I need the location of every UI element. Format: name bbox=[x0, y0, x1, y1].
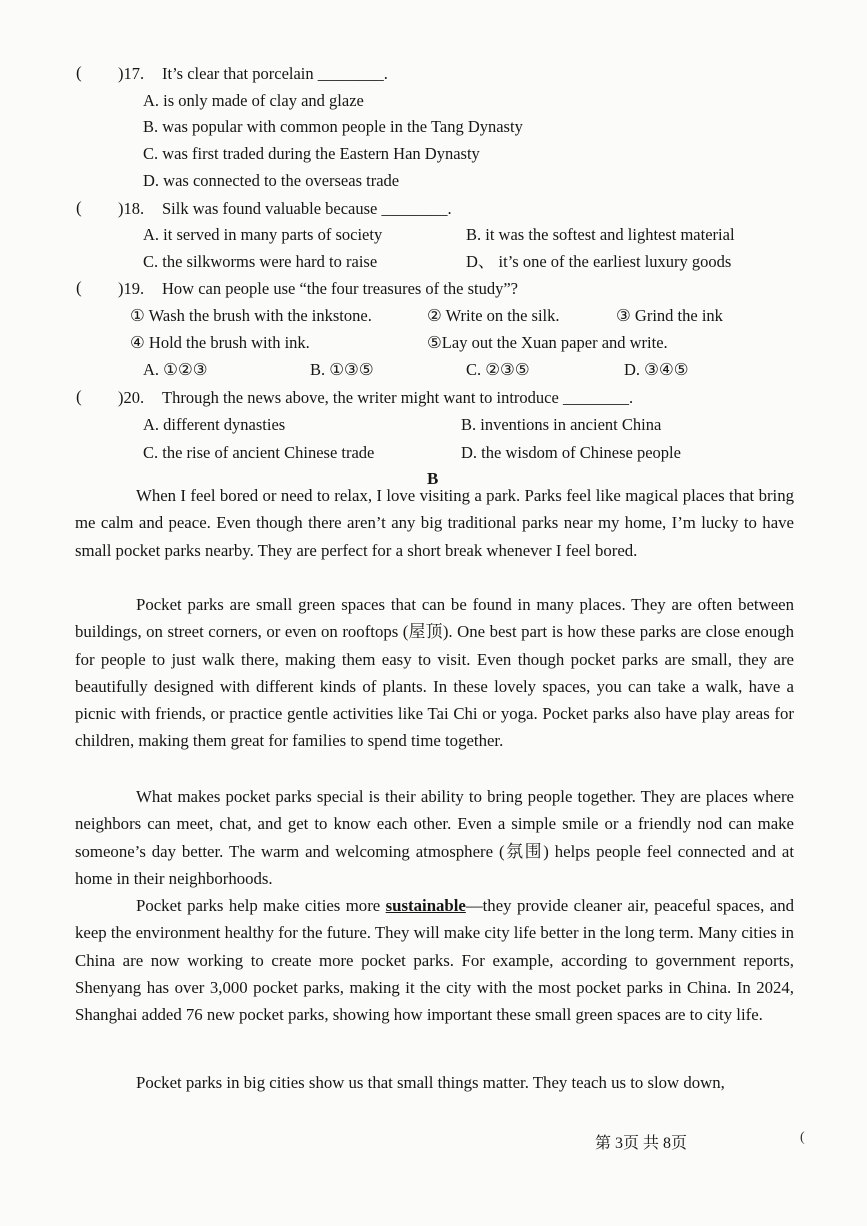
step-4: ④ Hold the brush with ink. bbox=[130, 333, 310, 352]
step-2: ② Write on the silk. bbox=[427, 306, 560, 325]
question-stem: How can people use “the four treasures of the study”? bbox=[162, 279, 518, 298]
step-5: ⑤Lay out the Xuan paper and write. bbox=[427, 333, 668, 352]
option-b: B. was popular with common people in the Tang Dynasty bbox=[143, 117, 523, 136]
option-d: D、 it’s one of the earliest luxury goods bbox=[466, 252, 732, 271]
question-stem: Through the news above, the writer might want to introduce ________. bbox=[162, 388, 634, 407]
question-stem: Silk was found valuable because ________. bbox=[162, 199, 452, 218]
question-stem: It’s clear that porcelain ________. bbox=[162, 64, 388, 83]
step-3: ③ Grind the ink bbox=[616, 306, 723, 325]
answer-paren[interactable]: ( bbox=[76, 198, 82, 217]
option-a: A. ①②③ bbox=[143, 360, 208, 379]
option-d: D. ③④⑤ bbox=[624, 360, 689, 379]
option-d: D. the wisdom of Chinese people bbox=[461, 443, 681, 462]
answer-paren[interactable]: ( bbox=[76, 387, 82, 406]
paragraph-4: Pocket parks help make cities more sustainable—they provide cleaner air, peaceful spaces, and keep the environment healthy for the future. They will make city life better in the long term. Many cities in China are now working to create more pocket parks. For example, according to government reports, Shenyang has over 3,000 pocket parks, making it the city with the most pocket parks in China. In 2024, Shanghai added 76 new pocket parks, showing how important these small green spaces are to city life. bbox=[75, 896, 794, 1025]
step-1: ① Wash the brush with the inkstone. bbox=[130, 306, 372, 325]
option-a: A. different dynasties bbox=[143, 415, 286, 434]
option-a: A. it served in many parts of society bbox=[143, 225, 383, 244]
option-b: B. inventions in ancient China bbox=[461, 415, 662, 434]
answer-paren[interactable]: ( bbox=[76, 278, 82, 297]
option-c: C. the silkworms were hard to raise bbox=[143, 252, 378, 271]
paragraph-3: What makes pocket parks special is their ability to bring people together. They are places where neighbors can meet, chat, and get to know each other. Even a simple smile or a friendly nod can make someone’s day better. The warm and welcoming atmosphere (氛围) helps people feel connected and at home in their neighborhoods. bbox=[75, 787, 794, 888]
option-b: B. ①③⑤ bbox=[310, 360, 374, 379]
paragraph-2: Pocket parks are small green spaces that can be found in many places. They are often between buildings, on street corners, or even on rooftops (屋顶). One best part is how these parks are close enough for people to just walk there, making them easy to visit. Even though pocket parks are small, they are beautifully designed with different kinds of plants. In these lovely spaces, you can take a walk, have a picnic with friends, or practice gentle activities like Tai Chi or yoga. Pocket parks also have play areas for children, making them great for families to spend time together. bbox=[75, 595, 794, 751]
option-a: A. is only made of clay and glaze bbox=[143, 91, 364, 110]
corner-mark: ( bbox=[800, 1130, 805, 1145]
page-number: 第 3页 共 8页 bbox=[595, 1135, 688, 1152]
option-b: B. it was the softest and lightest material bbox=[466, 225, 735, 244]
section-title: B bbox=[427, 469, 439, 488]
option-c: C. was first traded during the Eastern Han Dynasty bbox=[143, 144, 480, 163]
highlighted-word: sustainable bbox=[385, 896, 466, 915]
answer-paren[interactable]: ( bbox=[76, 63, 82, 82]
question-number: )20. bbox=[118, 388, 145, 407]
paragraph-1: When I feel bored or need to relax, I love visiting a park. Parks feel like magical places that bring me calm and peace. Even though there aren’t any big traditional parks near my home, I’m lucky to have small pocket parks nearby. They are perfect for a short break whenever I feel bored. bbox=[75, 486, 794, 560]
question-number: )19. bbox=[118, 279, 145, 298]
paragraph-5: Pocket parks in big cities show us that small things matter. They teach us to slow down, bbox=[136, 1073, 725, 1092]
option-d: D. was connected to the overseas trade bbox=[143, 171, 400, 190]
question-number: )17. bbox=[118, 64, 145, 83]
question-number: )18. bbox=[118, 199, 145, 218]
option-c: C. ②③⑤ bbox=[466, 360, 530, 379]
option-c: C. the rise of ancient Chinese trade bbox=[143, 443, 375, 462]
